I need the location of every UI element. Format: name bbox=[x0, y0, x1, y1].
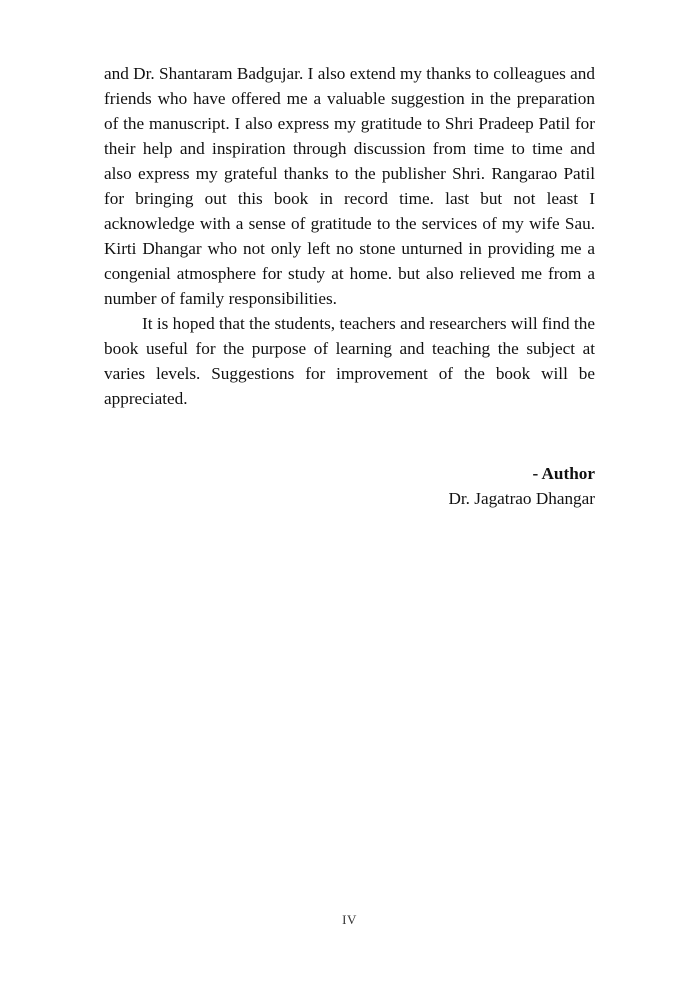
signature-block bbox=[104, 461, 595, 511]
signature-role: - Author bbox=[532, 464, 595, 483]
signature-name: Dr. Jagatrao Dhangar bbox=[448, 489, 595, 508]
paragraph-closing: It is hoped that the students, teachers and researchers will find the book useful for the purpose of learning and teaching the subject at varies levels. Suggestions for improvement of the book will be appreciated. bbox=[104, 314, 595, 408]
preface-body bbox=[104, 61, 595, 411]
paragraph-acknowledgements: and Dr. Shantaram Badgujar. I also extend my thanks to colleagues and friends who have offered me a valuable suggestion in the preparation of the manuscript. I also express my gratitude to Shri Pradeep Patil for their help and inspiration through discussion from time to time and also express my grateful thanks to the publisher Shri. Rangarao Patil for bringing out this book in record time. last but not least I acknowledge with a sense of gratitude to the services of my wife Sau. Kirti Dhangar who not only left no stone unturned in providing me a congenial atmosphere for study at home. but also relieved me from a number of family responsibilities. bbox=[104, 64, 595, 308]
page-number: IV bbox=[342, 912, 357, 927]
